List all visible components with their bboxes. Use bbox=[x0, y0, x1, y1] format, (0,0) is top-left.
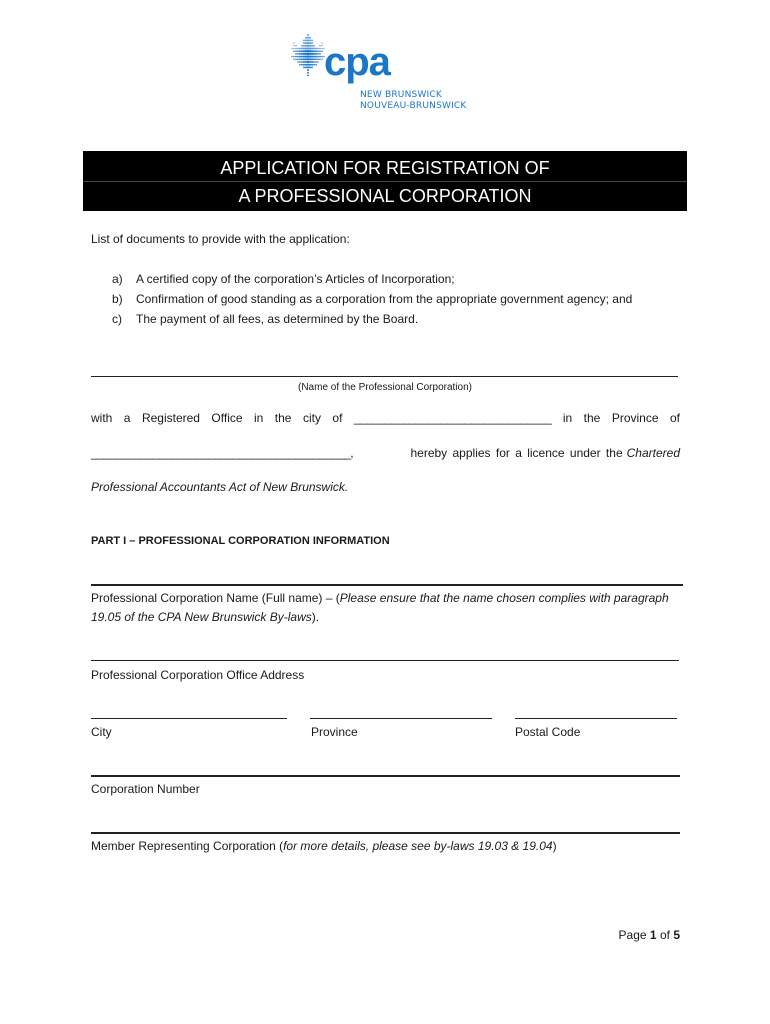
word: in bbox=[562, 411, 573, 425]
list-item bbox=[112, 309, 632, 329]
list-marker: c) bbox=[112, 312, 122, 326]
label-text: ). bbox=[311, 610, 320, 624]
word: of bbox=[669, 411, 680, 425]
word: Registered bbox=[141, 411, 200, 425]
city-blank[interactable]: ________________________________ bbox=[353, 411, 552, 425]
word: city bbox=[302, 411, 321, 425]
page-current: 1 bbox=[649, 928, 657, 942]
logo-wordmark: cpa bbox=[324, 40, 390, 84]
label-note: for more details, please see by-laws 19.03 & 19.04 bbox=[283, 839, 553, 853]
member-field-line[interactable] bbox=[91, 832, 680, 834]
province-blank[interactable]: __________________________________________, bbox=[91, 446, 354, 460]
corp-name-field-line[interactable] bbox=[91, 584, 683, 586]
intro-text: List of documents to provide with the application: bbox=[91, 232, 350, 246]
list-item-text: Confirmation of good standing as a corporation from the appropriate government agency; and bbox=[136, 292, 633, 306]
corp-name-label bbox=[91, 590, 669, 606]
list-item bbox=[112, 289, 632, 309]
word: the bbox=[583, 411, 601, 425]
act-name-part-2: Professional Accountants Act of New Brunswick. bbox=[91, 480, 349, 494]
word: a bbox=[123, 411, 131, 425]
title-line-2: A PROFESSIONAL CORPORATION bbox=[238, 186, 532, 206]
title-line-1: APPLICATION FOR REGISTRATION OF bbox=[220, 158, 550, 178]
province-label: Province bbox=[311, 725, 358, 739]
licence-line bbox=[91, 445, 680, 461]
label-text: Professional Corporation Name (Full name) – ( bbox=[91, 591, 340, 605]
postal-code-label: Postal Code bbox=[515, 725, 581, 739]
page-total: 5 bbox=[673, 928, 680, 942]
cpa-logo bbox=[286, 32, 476, 112]
documents-list bbox=[112, 269, 632, 329]
corp-name-label-cont bbox=[91, 609, 319, 625]
act-name-part-1: Chartered bbox=[626, 446, 680, 460]
licence-text: hereby applies for a licence under the bbox=[410, 446, 623, 460]
logo-line-2: NOUVEAU-BRUNSWICK bbox=[360, 101, 467, 111]
label-note: Please ensure that the name chosen complies with paragraph bbox=[339, 591, 669, 605]
page-number bbox=[619, 927, 680, 943]
word: in bbox=[254, 411, 264, 425]
corp-name-blank[interactable] bbox=[91, 376, 678, 377]
label-note: 19.05 of the CPA New Brunswick By-laws bbox=[91, 610, 312, 624]
list-item bbox=[112, 269, 632, 289]
list-item-text: The payment of all fees, as determined by the Board. bbox=[136, 312, 419, 326]
word: Office bbox=[211, 411, 243, 425]
corp-number-label: Corporation Number bbox=[91, 782, 200, 796]
word: with bbox=[91, 411, 113, 425]
word: Province bbox=[611, 411, 659, 425]
city-field-line[interactable] bbox=[91, 718, 287, 719]
list-marker: b) bbox=[112, 292, 123, 306]
corp-name-caption: (Name of the Professional Corporation) bbox=[298, 382, 472, 393]
word: of bbox=[332, 411, 343, 425]
label-text: ) bbox=[552, 839, 557, 853]
page-prefix: Page bbox=[618, 928, 647, 942]
office-address-field-line[interactable] bbox=[91, 660, 679, 661]
member-label bbox=[91, 838, 557, 854]
part1-heading: PART I – PROFESSIONAL CORPORATION INFORMATION bbox=[91, 535, 390, 547]
province-field-line[interactable] bbox=[310, 718, 492, 719]
word: the bbox=[274, 411, 292, 425]
title-banner bbox=[83, 151, 687, 211]
corp-number-field-line[interactable] bbox=[91, 775, 680, 777]
page-of: of bbox=[659, 928, 670, 942]
title-divider bbox=[83, 181, 687, 182]
postal-code-field-line[interactable] bbox=[515, 718, 677, 719]
list-marker: a) bbox=[112, 272, 123, 286]
city-label: City bbox=[91, 725, 112, 739]
registered-office-line bbox=[91, 410, 680, 426]
logo-line-1: NEW BRUNSWICK bbox=[360, 90, 442, 100]
office-address-label: Professional Corporation Office Address bbox=[91, 668, 305, 682]
label-text: Member Representing Corporation ( bbox=[91, 839, 284, 853]
maple-leaf-dots-icon bbox=[288, 32, 328, 80]
list-item-text: A certified copy of the corporation’s Articles of Incorporation; bbox=[136, 272, 455, 286]
